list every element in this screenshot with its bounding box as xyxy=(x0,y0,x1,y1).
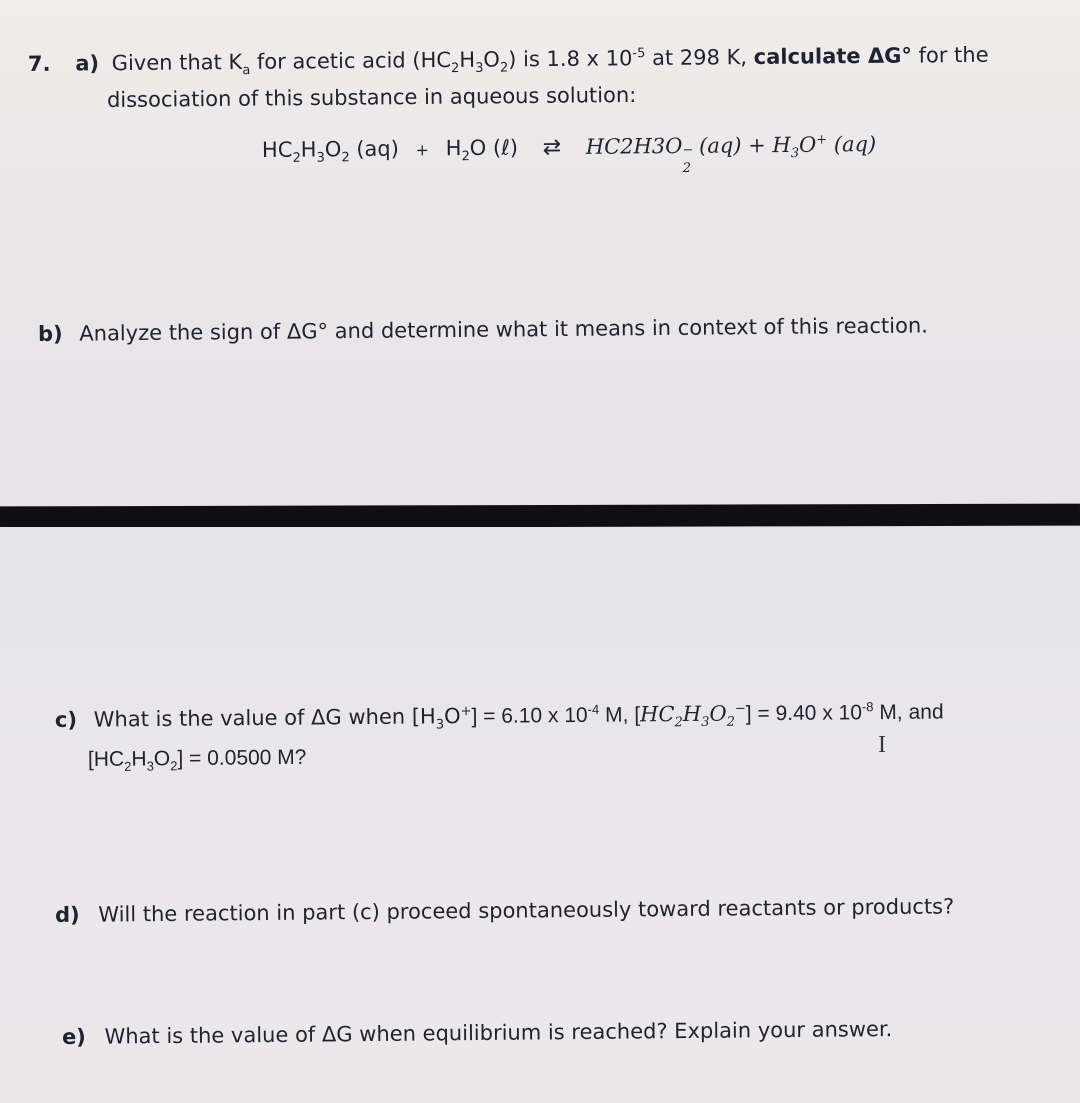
c-acetate-exp: -8 xyxy=(861,699,874,715)
c-text-and: M, and xyxy=(873,700,944,725)
c-unit-m: M, [ xyxy=(599,703,641,727)
part-a-text-b: for acetic acid (HC xyxy=(250,47,452,74)
part-a-text-f: at 298 K, xyxy=(645,45,754,71)
text-cursor-icon: I xyxy=(878,732,886,758)
c-acetate-h: H xyxy=(682,701,702,726)
reactant-h: H xyxy=(300,137,317,162)
hydronium-sub: 3 xyxy=(790,146,800,162)
part-a-text-e: ) is 1.8 x 10 xyxy=(508,46,633,72)
question-7a-line2: dissociation of this substance in aqueous solution: xyxy=(106,82,637,112)
reactant-water-phase: O (ℓ) xyxy=(469,135,519,161)
c-h3o-exp: -4 xyxy=(587,701,600,717)
part-a-text-c: H xyxy=(459,47,476,72)
equilibrium-arrow: ⇄ xyxy=(542,135,562,161)
c-h3o-charge: + xyxy=(460,704,472,720)
reactant-acetic-acid: HC xyxy=(261,137,293,162)
product-phase: (aq) + H xyxy=(692,132,791,158)
ka-subscript: a xyxy=(242,63,251,79)
reactant-o: O xyxy=(324,137,342,162)
acetate-charge: − xyxy=(682,142,694,158)
c-line2-a: [HC xyxy=(87,747,125,771)
c-acetate-sub3: 2 xyxy=(726,714,736,730)
c-line2-c: O xyxy=(153,747,171,771)
part-a-label: a) xyxy=(75,51,100,76)
part-c-label: c) xyxy=(54,707,78,732)
c-line2-b: H xyxy=(131,747,147,771)
divider-bar xyxy=(0,504,1080,529)
c-acetate-o: O xyxy=(709,701,727,726)
part-d-label: d) xyxy=(54,902,80,927)
part-e-text: What is the value of ΔG when equilibrium is reached? Explain your answer. xyxy=(104,1017,893,1049)
bottom-pane xyxy=(0,527,1080,1103)
part-a-text-g: for the xyxy=(911,42,989,68)
c-h3o-sub: 3 xyxy=(435,717,445,733)
part-c-line2: $[HC_2H_3O_2] = 0.0500$ M? xyxy=(87,745,307,774)
c-h3o-value: ] = 6.10 x 10 xyxy=(471,703,588,729)
question-7a-line1: 7. a) Given that $K_a$ for acetic acid $(HC_2H_3O_2)$ is 1.8 x $10^{-5}$ at 298 K, calculate ΔG° for the xyxy=(27,42,989,79)
ka-exponent: -5 xyxy=(632,46,646,62)
part-e-label: e) xyxy=(61,1024,86,1049)
part-a-calc: calculate ΔG° xyxy=(753,43,912,70)
part-d-text: Will the reaction in part (c) proceed spontaneously toward reactants or products? xyxy=(98,894,955,927)
reactant-phase: (aq) xyxy=(349,136,399,162)
reactant-water: H xyxy=(445,136,462,161)
part-c-text: What is the value of ΔG when [H xyxy=(93,704,436,732)
product-acetate: HC2H3O xyxy=(585,133,683,159)
dissociation-equation: $HC_2H_3O_2$ $(aq) + H_2O$ (ℓ) ⇄ HC2H3O − 2 $(aq) + H_3O^+$ (aq) xyxy=(261,132,877,176)
c-acetate-sub2: 3 xyxy=(701,714,710,730)
part-a-text: Given that K xyxy=(111,49,243,76)
plus-sign: + xyxy=(415,140,430,160)
hydronium-charge: + xyxy=(816,132,828,148)
part-a-text-d: O xyxy=(483,47,501,72)
c-line2-d: ] = 0.0500 M? xyxy=(177,745,307,771)
hydronium-phase: (aq) xyxy=(827,132,877,157)
part-b-label: b) xyxy=(37,321,63,346)
c-acetate-hc: HC xyxy=(639,702,675,727)
c-acetate-value: ] = 9.40 x 10 xyxy=(745,701,863,726)
acetate-sub: 2 xyxy=(682,160,692,176)
c-acetate-sub1: 2 xyxy=(674,715,683,731)
c-acetate-charge: − xyxy=(734,701,746,717)
part-b-text: Analyze the sign of ΔG° and determine what it means in context of this reaction. xyxy=(79,313,928,346)
c-h3o-o: O xyxy=(443,704,461,729)
question-number: 7. xyxy=(27,51,51,76)
hydronium-o: O xyxy=(798,132,817,157)
